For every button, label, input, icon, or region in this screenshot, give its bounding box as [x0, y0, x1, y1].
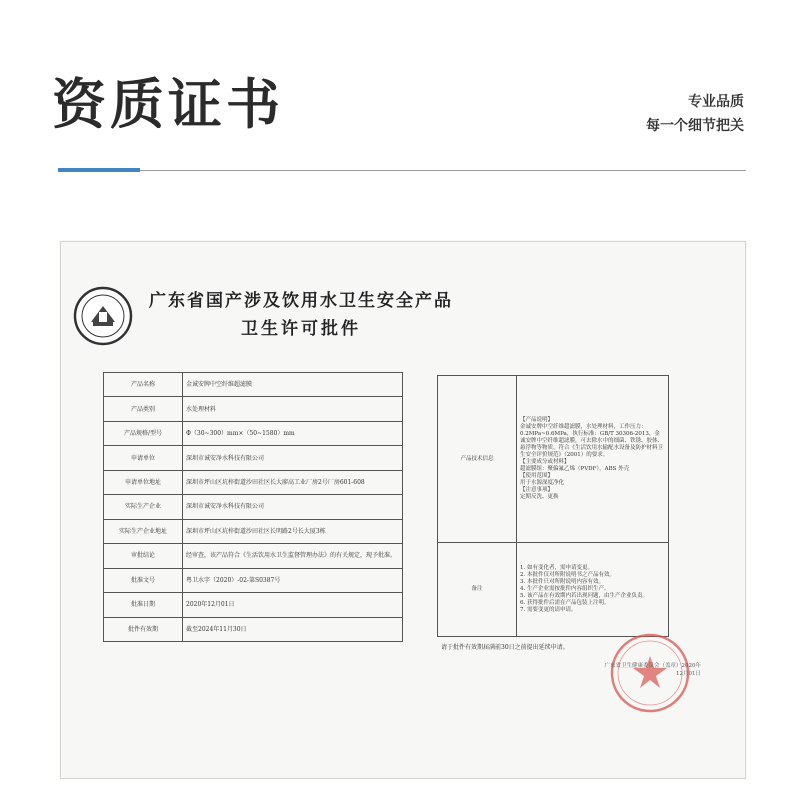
header-accent-bar [58, 168, 140, 172]
remark-line: 4. 生产企业需按批件内容组织生产。 [520, 586, 610, 593]
field-value: 2020年12月01日 [183, 593, 403, 617]
table-row [104, 421, 403, 445]
field-label: 实际生产企业 [104, 495, 183, 519]
remark-line: 3. 本批件只对所附说明内容有效。 [520, 579, 604, 586]
table-row [104, 373, 403, 397]
field-label: 审批结论 [104, 544, 183, 568]
table-row [438, 543, 669, 637]
field-value: 深圳市诚安净水科技有限公司 [183, 446, 403, 470]
field-value: 深圳市诚安净水科技有限公司 [183, 495, 403, 519]
tech-info-content [517, 376, 669, 543]
tech-line: 定期反洗、更换 [520, 494, 559, 501]
tagline-line-1: 专业品质 [688, 94, 744, 110]
field-label: 产品类别 [104, 397, 183, 421]
tech-line: 超滤膜组：聚偏氟乙烯（PVDF），ABS 外壳 [520, 466, 630, 473]
field-value: 粤卫水字（2020）-02-第S0387号 [183, 568, 403, 592]
field-label: 批准文号 [104, 568, 183, 592]
field-label: 申请单位 [104, 446, 183, 470]
field-value: 经审查，该产品符合《生活饮用水卫生监督管理办法》的有关规定，现予批准。 [183, 544, 403, 568]
field-label: 批准日期 [104, 593, 183, 617]
field-value: 水处理材料 [183, 397, 403, 421]
remarks-content [517, 543, 669, 637]
table-row [104, 495, 403, 519]
certificate-scan [60, 241, 746, 779]
table-row [438, 376, 669, 543]
approval-info-table [103, 372, 403, 642]
remarks-label: 备注 [438, 543, 517, 637]
remark-line: 1. 如有变化者，需申请变更。 [520, 565, 593, 572]
technical-info-table [437, 375, 669, 637]
table-row [104, 617, 403, 641]
tech-line: 【产品说明】 [520, 417, 554, 424]
tagline [646, 90, 744, 138]
remark-line: 5. 该产品在有效期内若出现问题，由生产企业负责。 [520, 593, 648, 600]
table-row [104, 397, 403, 421]
table-row [104, 470, 403, 494]
validity-footnote: 请于批件有效期届满前30日之前提出延续申请。 [441, 644, 569, 651]
field-value: 金诚安牌中空纤维超滤膜 [183, 373, 403, 397]
remark-line: 6. 获得批件后需在产品包装上注明。 [520, 600, 610, 607]
table-row [104, 593, 403, 617]
table-row [104, 568, 403, 592]
table-row [104, 519, 403, 543]
remark-line: 2. 本批件仅对所附说明书之产品有效。 [520, 572, 615, 579]
tech-line: 【使用范围】 [520, 473, 554, 480]
table-row [104, 544, 403, 568]
field-label: 申请单位地址 [104, 470, 183, 494]
tagline-line-2: 每一个细节把关 [646, 118, 744, 134]
field-label: 批件有效期 [104, 617, 183, 641]
tech-info-label: 产品技术信息 [438, 376, 517, 543]
tech-line: 用于水源深度净化 [520, 480, 565, 487]
tech-line: 【注意事项】 [520, 487, 554, 494]
page-title: 资质证书 [52, 73, 284, 136]
certificate-subtitle: 卫生许可批件 [241, 319, 361, 339]
tech-line: 金诚安牌中空纤维超滤膜，水处理材料，工作压力：0.2MPa~0.6MPa，执行标准：GB/T 30306-2013，金诚安牌中空纤维超滤膜，可去除水中的细菌、铁锈、胶体、悬浮物等物质。符合《生活饮用水输配水设备及防护材料卫生安全评价规范》（2001）的要求。 [520, 424, 664, 459]
field-value: 深圳市坪山区坑梓街道沙田社区长大廖高工业厂房2号厂房601-608 [183, 470, 403, 494]
field-label: 产品名称 [104, 373, 183, 397]
field-value: 截至2024年11月30日 [183, 617, 403, 641]
field-value: Φ（30~300）mm×（50~1580）mm [183, 421, 403, 445]
issuer-signature: 广东省卫生健康委员会（盖章）2020年12月01日 [604, 663, 701, 677]
emblem-seal-icon [73, 286, 133, 346]
table-row [104, 446, 403, 470]
tech-line: 【主要成分或材料】 [520, 459, 570, 466]
field-value: 深圳市坪山区坑梓街道沙田社区长明路2号长大厦3栋 [183, 519, 403, 543]
remark-line: 7. 需要变更的请申请。 [520, 607, 577, 614]
field-label: 产品规格/型号 [104, 421, 183, 445]
certificate-title: 广东省国产涉及饮用水卫生安全产品 [149, 291, 453, 311]
header-divider [58, 170, 746, 171]
field-label: 实际生产企业地址 [104, 519, 183, 543]
